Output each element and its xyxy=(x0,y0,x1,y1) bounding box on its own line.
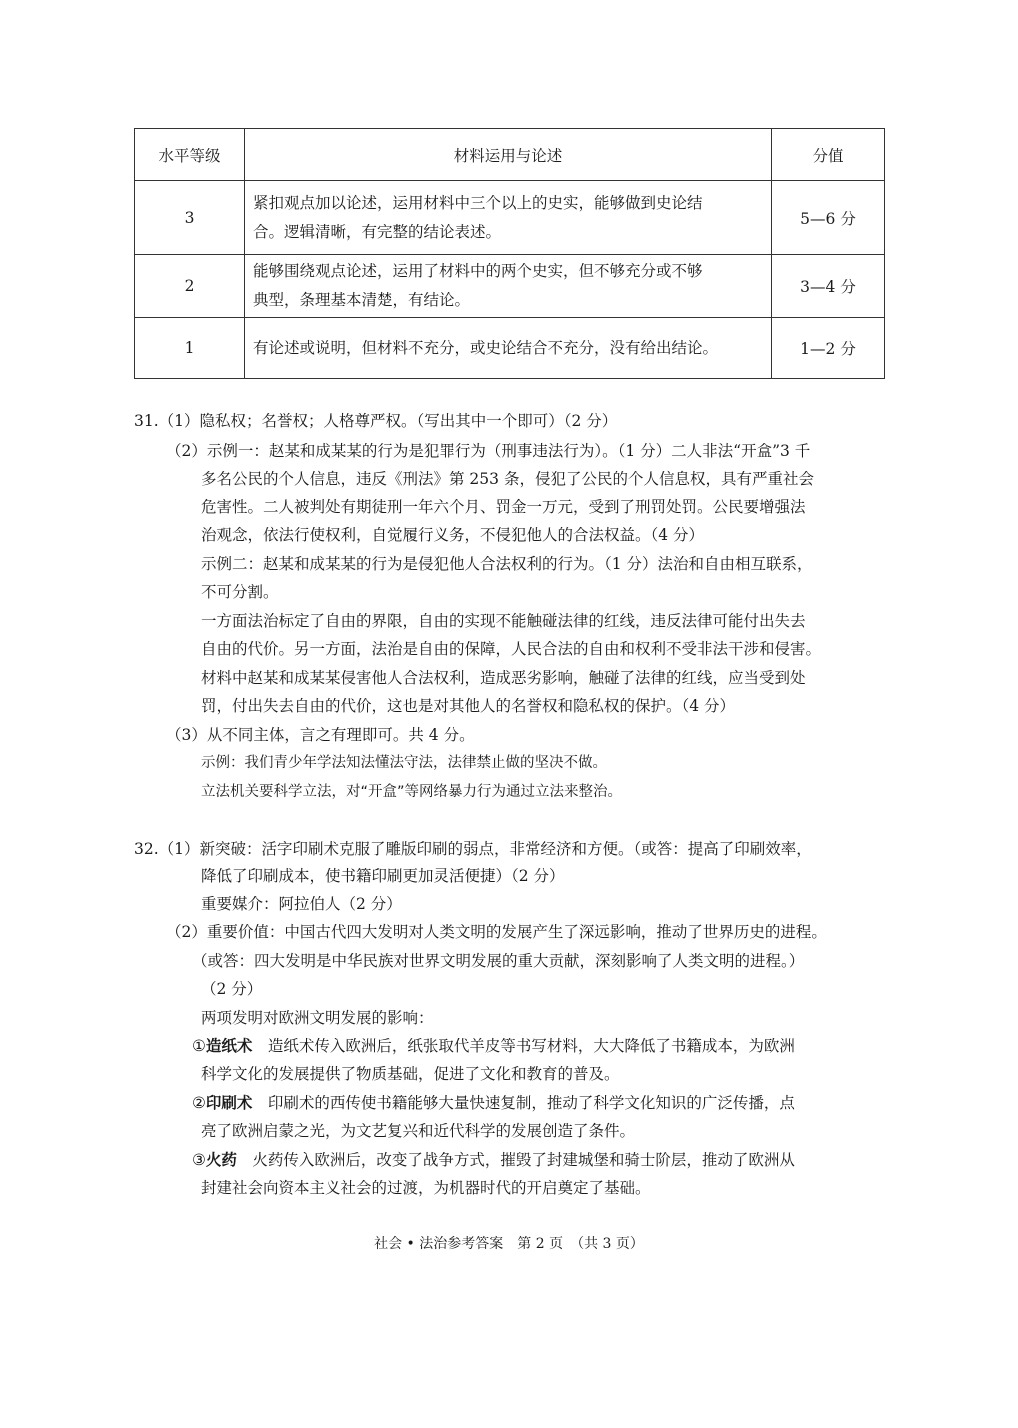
row-desc: 紧扣观点加以论述，运用材料中三个以上的史实，能够做到史论结 合。逻辑清晰，有完整的结论表述。 xyxy=(245,181,772,255)
q32-item-papermaking-cont: 科学文化的发展提供了物质基础，促进了文化和教育的普及。 xyxy=(201,1065,620,1083)
row-desc: 能够围绕观点论述，运用了材料中的两个史实，但不够充分或不够 典型，条理基本清楚，有结论。 xyxy=(245,255,772,318)
table-row xyxy=(135,181,885,255)
q31-part2-line: 示例二：赵某和成某某的行为是侵犯他人合法权利的行为。（1 分）法治和自由相互联系， xyxy=(201,555,813,573)
q31-part1: 31.（1）隐私权；名誉权；人格尊严权。（写出其中一个即可）（2 分） xyxy=(134,412,618,430)
q31-part2-line: （2）示例一：赵某和成某某的行为是犯罪行为（刑事违法行为）。（1 分）二人非法“开盒”3 千 xyxy=(166,442,811,460)
header-level: 水平等级 xyxy=(135,129,245,181)
row-level: 2 xyxy=(135,255,245,318)
q31-part2-line: 多名公民的个人信息，违反《刑法》第 253 条，侵犯了公民的个人信息权，具有严重社会 xyxy=(201,470,814,488)
q31-part2-line: 自由的代价。另一方面，法治是自由的保障，人民合法的自由和权利不受非法干涉和侵害。 xyxy=(201,640,822,658)
row-level: 3 xyxy=(135,181,245,255)
q31-part2-line: 治观念，依法行使权利，自觉履行义务，不侵犯他人的合法权益。（4 分） xyxy=(201,526,705,544)
page-footer: 社会 • 法治参考答案 第 2 页 （共 3 页） xyxy=(374,1236,644,1252)
q31-part3: （3）从不同主体，言之有理即可。共 4 分。 xyxy=(166,726,475,744)
q32-part2-line: （2 分） xyxy=(201,980,263,998)
q31-part2-line: 不可分割。 xyxy=(201,583,279,601)
q32-part1-line: 重要媒介：阿拉伯人（2 分） xyxy=(201,895,402,913)
q31-part2-line: 一方面法治标定了自由的界限，自由的实现不能触碰法律的红线，违反法律可能付出失去 xyxy=(201,612,806,630)
q32-part2-line: （2）重要价值：中国古代四大发明对人类文明的发展产生了深远影响，推动了世界历史的进程。 xyxy=(166,923,827,941)
header-material: 材料运用与论述 xyxy=(245,129,772,181)
q31-example-line: 立法机关要科学立法，对“开盒”等网络暴力行为通过立法来整治。 xyxy=(201,784,623,800)
q32-part2-line: （或答：四大发明是中华民族对世界文明发展的重大贡献，深刻影响了人类文明的进程。） xyxy=(192,952,805,970)
q31-example-line: 示例：我们青少年学法知法懂法守法，法律禁止做的坚决不做。 xyxy=(201,755,607,771)
row-desc: 有论述或说明，但材料不充分，或史论结合不充分，没有给出结论。 xyxy=(245,318,772,379)
q32-item-printing-cont: 亮了欧洲启蒙之光，为文艺复兴和近代科学的发展创造了条件。 xyxy=(201,1122,636,1140)
q32-part1-line: 32.（1）新突破：活字印刷术克服了雕版印刷的弱点，非常经济和方便。（或答：提高了印刷效率， xyxy=(134,840,812,858)
q31-part2-line: 材料中赵某和成某某侵害他人合法权利，造成恶劣影响，触碰了法律的红线，应当受到处 xyxy=(201,669,806,687)
header-score: 分值 xyxy=(772,129,885,181)
table-header-row xyxy=(135,129,885,181)
table-row xyxy=(135,255,885,318)
row-score: 3—4 分 xyxy=(772,255,885,318)
q32-part1-line: 降低了印刷成本，使书籍印刷更加灵活便捷）（2 分） xyxy=(201,867,565,885)
row-score: 5—6 分 xyxy=(772,181,885,255)
q32-item-printing: ②印刷术 印刷术的西传使书籍能够大量快速复制，推动了科学文化知识的广泛传播，点 xyxy=(192,1093,795,1112)
table-row xyxy=(135,318,885,379)
q32-item-gunpowder-cont: 封建社会向资本主义社会的过渡，为机器时代的开启奠定了基础。 xyxy=(201,1179,651,1197)
scoring-rubric-table xyxy=(134,128,885,379)
q31-part2-line: 危害性。二人被判处有期徒刑一年六个月、罚金一万元，受到了刑罚处罚。公民要增强法 xyxy=(201,498,806,516)
row-level: 1 xyxy=(135,318,245,379)
q32-item-gunpowder: ③火药 火药传入欧洲后，改变了战争方式，摧毁了封建城堡和骑士阶层，推动了欧洲从 xyxy=(192,1150,795,1169)
q31-part2-line: 罚，付出失去自由的代价，这也是对其他人的名誉权和隐私权的保护。（4 分） xyxy=(201,697,736,715)
q32-item-papermaking: ①造纸术 造纸术传入欧洲后，纸张取代羊皮等书写材料，大大降低了书籍成本，为欧洲 xyxy=(192,1036,795,1055)
q32-part2-line: 两项发明对欧洲文明发展的影响： xyxy=(201,1009,434,1027)
row-score: 1—2 分 xyxy=(772,318,885,379)
